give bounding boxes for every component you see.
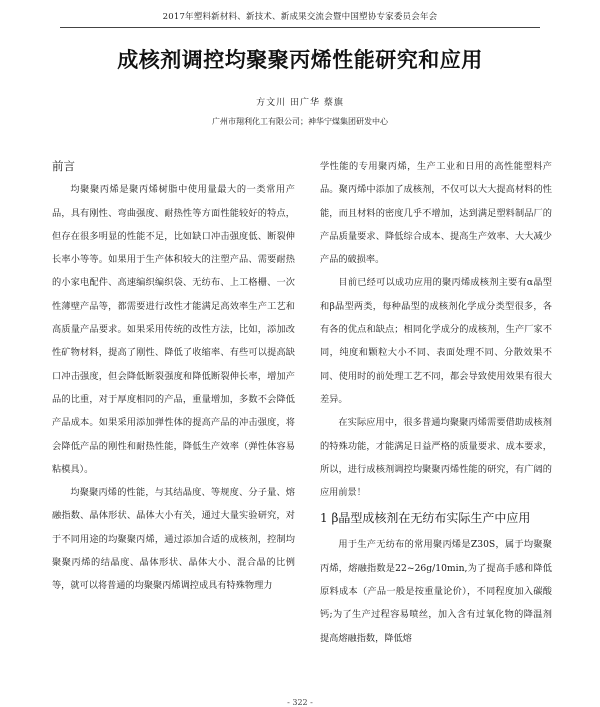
paragraph: 均聚聚丙烯的性能，与其结晶度、等规度、分子量、熔融指数、晶体形状、晶体大小有关，通过大量实验研究，对于不同用途的均聚聚丙烯，通过添加合适的成核剂，控制均聚聚丙烯的结晶度、晶体形状、晶体大小、混合晶的比例等，就可以将普通的均聚聚丙烯调控成具有特殊物理力 <box>52 487 295 592</box>
section-heading-1: 1 β晶型成核剂在无纺布实际生产中应用 <box>320 511 531 526</box>
authors: 方文川 田广华 蔡旗 <box>256 98 344 108</box>
paragraph: 均聚聚丙烯是聚丙烯树脂中使用量最大的一类常用产品，具有刚性、弯曲强度、耐热性等方面性能较好的特点，但存在很多明显的性能不足，比如缺口冲击强度低、断裂伸长率小等等。如果用于生产体积较大的注塑产品、需要耐热的小家电配件、高速编织编织袋、无纺布、上工格栅、一次性薄壁产品等，都需要进行改性才能满足高效率生产工艺和高质量产品要求。如果采用传统的改性方法，比如，添加改性矿物材料，提高了刚性、降低了收缩率、有些可以提高缺口冲击强度，但会降低断裂强度和降低断裂伸长率，增加产品的比重，对于厚度相同的产品，重量增加，多数不会降低产品成本。如果采用添加弹性体的提高产品的冲击强度，将会降低产品的刚性和耐热性能，降低生产效率（弹性体容易粘模具）。 <box>52 184 295 475</box>
section-heading-preface: 前言 <box>52 159 75 173</box>
left-column <box>52 155 295 598</box>
right-column <box>320 155 552 650</box>
paragraph: 在实际应用中，很多普通均聚聚丙烯需要借助成核剂的特殊功能，才能满足日益严格的质量要求、成本要求，所以，进行成核剂调控均聚聚丙烯性能的研究，有广阔的应用前景！ <box>320 417 552 499</box>
page-number: - 322 - <box>287 698 313 707</box>
running-header: 2017年塑料新材料、新技术、新成果交流会暨中国塑协专家委员会年会 <box>162 12 438 22</box>
paragraph: 目前已经可以成功应用的聚丙烯成核剂主要有α晶型和β晶型两类，每种晶型的成核剂化学成分类型很多，各有各的优点和缺点；相同化学成分的成核剂，生产厂家不同，纯度和颗粒大小不同、表面处理不同、分散效果不同、使用时的前处理工艺不同，都会导致使用效果有很大差异。 <box>320 277 552 405</box>
paragraph: 用于生产无纺布的常用聚丙烯是Z30S，属于均聚聚丙烯，熔融指数是22~26g/10min,为了提高手感和降低原料成本（产品一般是按重量论价），不同程度加入碳酸钙;为了生产过程容易喷丝，加入含有过氧化物的降温剂提高熔融指数，降低熔 <box>320 539 552 644</box>
header-rule <box>60 27 540 28</box>
affiliation: 广州市翔利化工有限公司；神华宁煤集团研发中心 <box>212 117 388 126</box>
paper-title: 成核剂调控均聚聚丙烯性能研究和应用 <box>117 48 483 72</box>
paragraph-continued: 学性能的专用聚丙烯，生产工业和日用的高性能塑料产品。聚丙烯中添加了成核剂，不仅可以大大提高材料的性能，而且材料的密度几乎不增加，达到满足塑料制品厂的产品质量要求、降低综合成本、提高生产效率、大大减少产品的破损率。 <box>320 161 552 266</box>
